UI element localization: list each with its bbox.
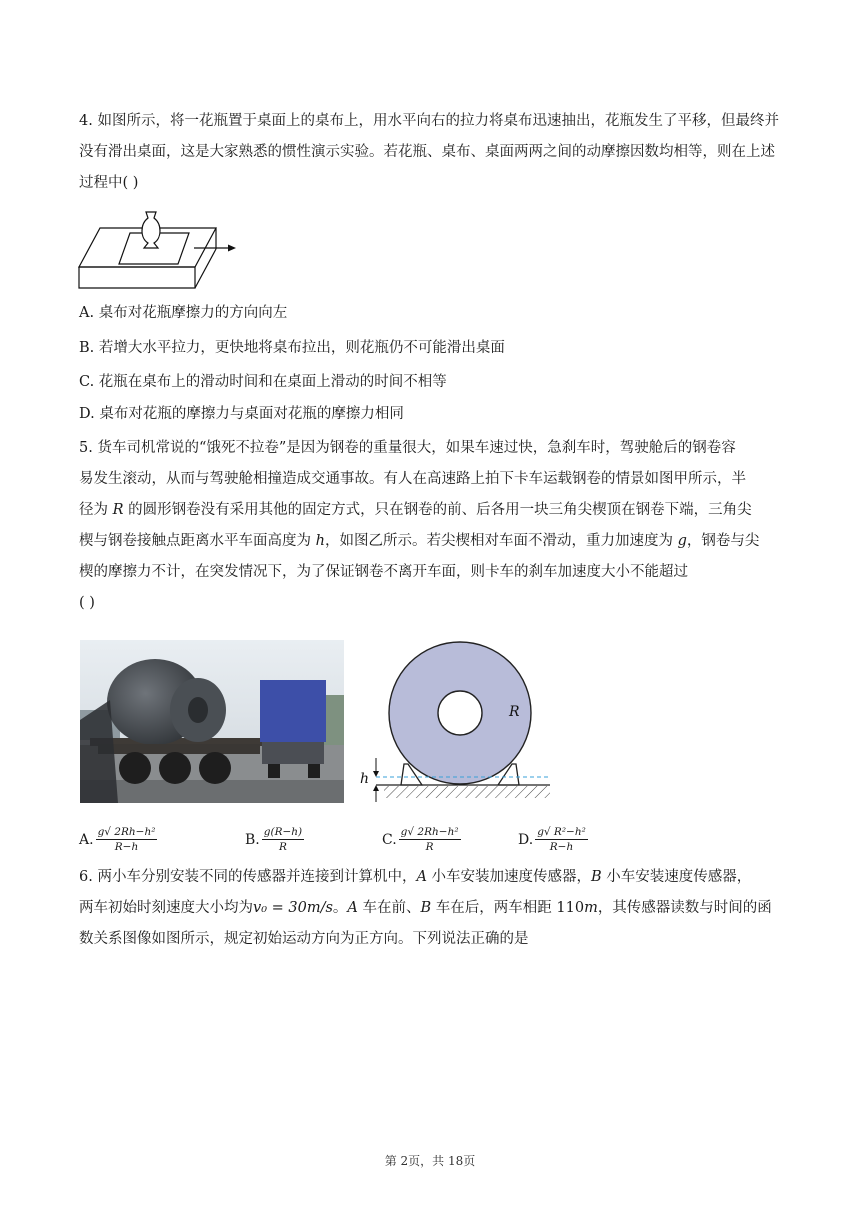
q5-option-a: A. $\frac{\text{g√ 2Rh−h²}}{R-h}$	[79, 826, 156, 853]
q4-option-b: B. 若增大水平拉力，更快地将桌布拉出，则花瓶仍不可能滑出桌面	[79, 340, 505, 356]
q4-tablecloth-figure	[78, 208, 238, 292]
q5-option-c: C. $\frac{\text{g√ 2Rh−h²}}{R}$	[382, 826, 459, 853]
q5-option-d: D. $\frac{\text{g√ R²−h²}}{R-h}$	[518, 826, 586, 853]
var-h: h	[315, 533, 325, 549]
coil-hole	[438, 691, 482, 735]
q5-line-2: 易发生滚动，从而与驾驶舱相撞造成交通事故。有人在高速路上拍下卡车运载钢卷的情景如图甲所示，半	[79, 471, 746, 487]
var-R: R	[112, 502, 124, 518]
radius-label: R	[509, 704, 520, 720]
q4-option-d: D. 桌布对花瓶的摩擦力与桌面对花瓶的摩擦力相同	[79, 406, 404, 422]
q5-answer-paren: ( )	[79, 595, 95, 611]
initial-velocity: v₀ = 30m/s	[253, 900, 333, 916]
page-footer: 第 2页，共 18页	[384, 1154, 476, 1168]
q6-line-1: 6. 两小车分别安装不同的传感器并连接到计算机中，A 小车安装加速度传感器，B 小车安装速度传感器，	[79, 869, 752, 885]
q4-option-c: C. 花瓶在桌布上的滑动时间和在桌面上滑动的时间不相等	[79, 374, 447, 390]
q5-line-5: 楔的摩擦力不计，在突发情况下，为了保证钢卷不离开车面，则卡车的刹车加速度大小不能超过	[79, 564, 688, 580]
q5-stem	[79, 433, 781, 619]
height-label: h	[360, 771, 370, 787]
var-g: g	[677, 533, 687, 549]
q5-line-1: 5. 货车司机常说的“饿死不拉卷”是因为钢卷的重量很大，如果车速过快，急刹车时，驾驶舱后的钢卷容	[79, 440, 736, 456]
truck-cargo-box	[260, 680, 326, 742]
q5-line-3: 径为 R 的圆形钢卷没有采用其他的固定方式，只在钢卷的前、后各用一块三角尖楔顶在钢卷下端，三角尖	[79, 502, 752, 518]
q4-option-a: A. 桌布对花瓶摩擦力的方向向左	[79, 305, 288, 321]
q5-truck-photo	[80, 640, 344, 803]
q6-stem	[79, 862, 781, 955]
q5-option-b: B. $\frac{g(R-h)}{R}$	[245, 826, 303, 853]
q4-stem: 4. 如图所示，将一花瓶置于桌面上的桌布上，用水平向右的拉力将桌布迅速抽出，花瓶发生了平移，但最终并没有滑出桌面，这是大家熟悉的惯性演示实验。若花瓶、桌布、桌面两两之间的动摩擦因数均相等，则在上述过程中( )	[79, 113, 779, 191]
q6-line-2: 两车初始时刻速度大小均为v₀ = 30m/s。A 车在前、B 车在后，两车相距 110m，其传感器读数与时间的函	[79, 900, 772, 916]
table-front	[79, 267, 195, 288]
q5-line-4: 楔与钢卷接触点距离水平车面高度为 h，如图乙所示。若尖楔相对车面不滑动，重力加速度为 g，钢卷与尖	[79, 533, 760, 549]
q5-coil-diagram	[356, 640, 554, 803]
q6-line-3: 数关系图像如图所示，规定初始运动方向为正方向。下列说法正确的是	[79, 931, 529, 947]
